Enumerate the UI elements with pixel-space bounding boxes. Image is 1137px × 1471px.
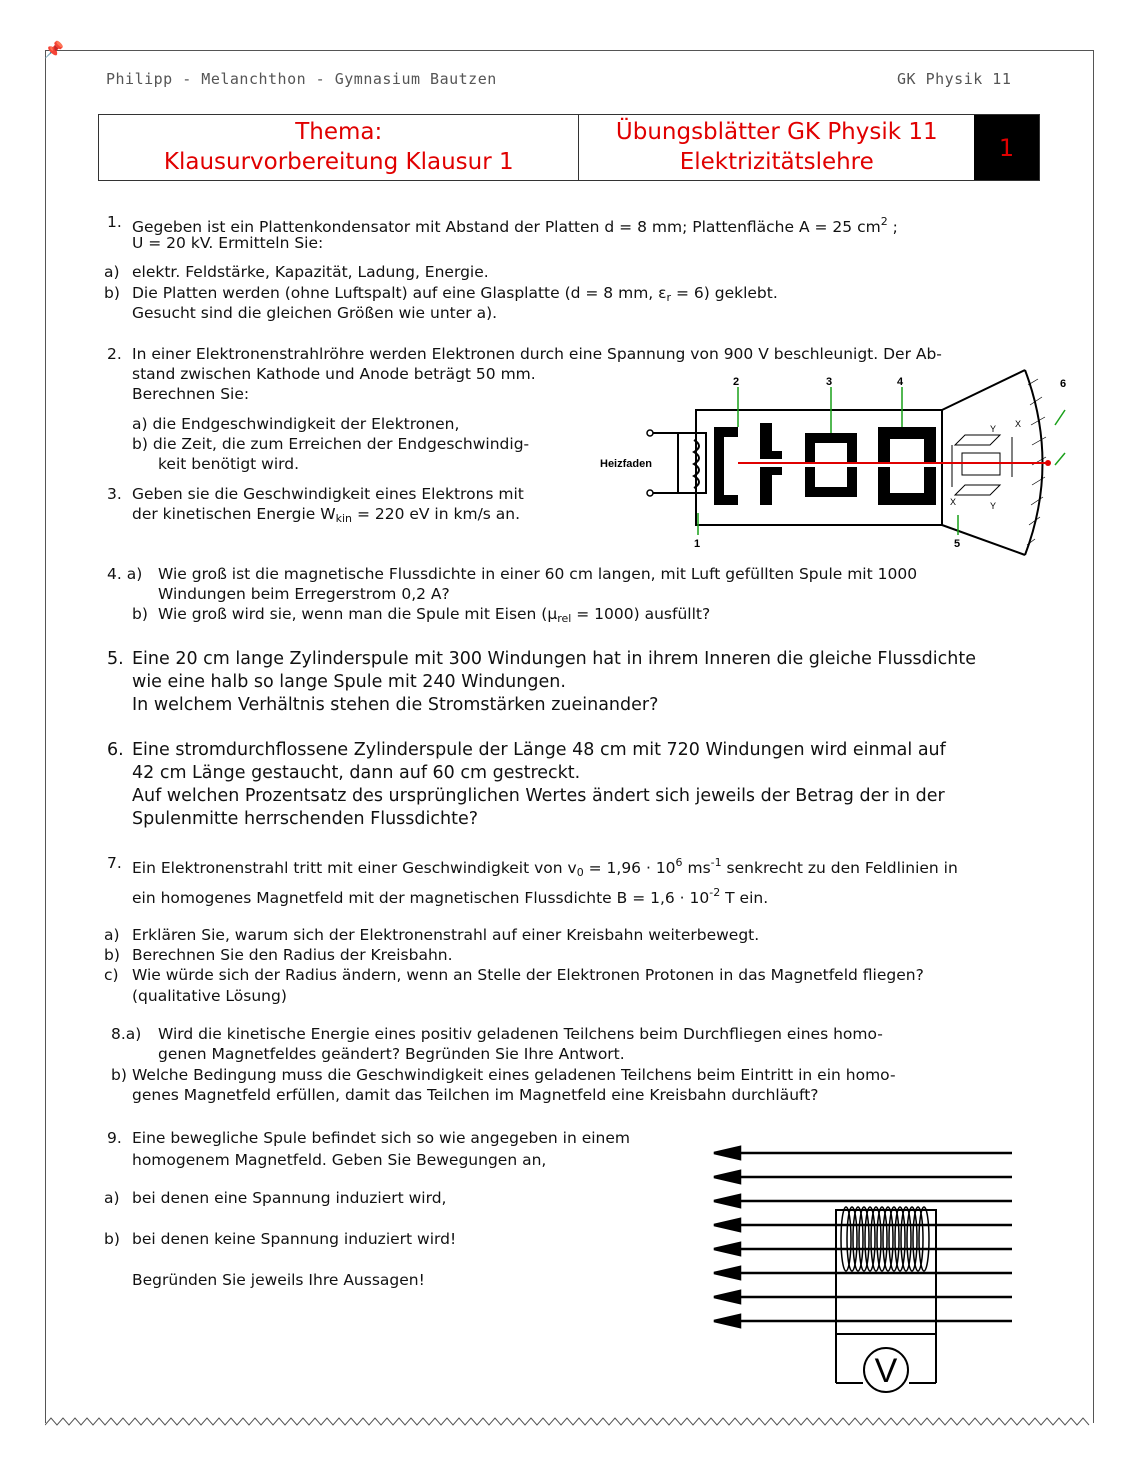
q2-line3: Berechnen Sie: xyxy=(132,385,250,403)
q7-c-line1: Wie würde sich der Radius ändern, wenn an Stelle der Elektronen Protonen in das Magnetfeld fliegen? xyxy=(132,966,924,984)
q4-a-line2: Windungen beim Erregerstrom 0,2 A? xyxy=(158,585,450,603)
beam-spot xyxy=(1045,460,1051,466)
q7-a: Erklären Sie, warum sich der Elektronenstrahl auf einer Kreisbahn weiterbewegt. xyxy=(132,926,760,944)
q7-line1: Ein Elektronenstrahl tritt mit einer Geschwindigkeit von $v_0 = 1,96 \cdot 10^6$ $ms^{-1}$ senkrecht zu den Feldlinien in xyxy=(132,856,958,879)
q1-number: 1. xyxy=(107,213,122,231)
sheet-number: 1 xyxy=(974,115,1039,180)
heater-box xyxy=(678,433,706,493)
sheet-title-cell xyxy=(579,115,974,180)
coil-turn xyxy=(877,1207,887,1271)
plate-label-y2: Y xyxy=(990,501,997,511)
q3-number: 3. xyxy=(107,485,122,503)
coil-turn xyxy=(919,1207,929,1271)
coil-field-diagram xyxy=(710,1135,1020,1395)
coil-turn xyxy=(883,1207,893,1271)
coil-turn xyxy=(859,1207,869,1271)
q8-b-line2: genes Magnetfeld erfüllen, damit das Teilchen im Magnetfeld eine Kreisbahn durchläuft? xyxy=(132,1086,819,1104)
q4-b-label: b) xyxy=(132,605,148,623)
q8-number: 8.a) xyxy=(111,1025,142,1043)
q9-b: bei denen keine Spannung induziert wird! xyxy=(132,1230,457,1248)
q5-line1: Eine 20 cm lange Zylinderspule mit 300 Windungen hat in ihrem Inneren die gleiche Flussdichte xyxy=(132,649,976,669)
q1-b-line1: Die Platten werden (ohne Luftspalt) auf eine Glasplatte (d = 8 mm, $\varepsilon_r = 6$) geklebt. xyxy=(132,284,778,304)
coil-turn xyxy=(865,1207,875,1271)
plate-label-y1: Y xyxy=(990,424,997,434)
q3-line1: Geben sie die Geschwindigkeit eines Elektrons mit xyxy=(132,485,524,503)
sheet-title-line2: Elektrizitätslehre xyxy=(679,149,874,175)
anode-lower xyxy=(760,467,772,505)
cathode xyxy=(714,427,724,505)
q2-a: a) die Endgeschwindigkeit der Elektronen, xyxy=(132,415,460,433)
coil-turn xyxy=(853,1207,863,1271)
q7-c-label: c) xyxy=(104,966,119,984)
q2-b-line2: keit benötigt wird. xyxy=(158,455,300,473)
field-arrow xyxy=(714,1195,740,1207)
q1-line2: U = 20 kV. Ermitteln Sie: xyxy=(132,234,324,252)
q6-line3: Auf welchen Prozentsatz des ursprünglichen Wertes ändert sich jeweils der Betrag der in der xyxy=(132,786,945,806)
q9-line2: homogenem Magnetfeld. Geben Sie Bewegungen an, xyxy=(132,1151,547,1169)
electrode-4-top xyxy=(878,427,936,463)
topic-line2: Klausurvorbereitung Klausur 1 xyxy=(163,149,514,175)
label-4: 4 xyxy=(897,376,904,388)
q8-a-line1: Wird die kinetische Energie eines positiv geladenen Teilchens beim Durchfliegen eines homo- xyxy=(158,1025,883,1043)
q1-a-label: a) xyxy=(104,263,120,281)
q4-b: Wie groß wird sie, wenn man die Spule mit Eisen (µ$_{rel}$ = 1000) ausfüllt? xyxy=(158,605,711,625)
coil-turn xyxy=(907,1207,917,1271)
q7-line2: ein homogenes Magnetfeld mit der magnetischen Flussdichte $B = 1,6 \cdot 10^{-2}$ T ein. xyxy=(132,886,769,907)
q7-b-label: b) xyxy=(104,946,120,964)
label-2: 2 xyxy=(733,376,740,388)
coil-turn xyxy=(847,1207,857,1271)
q9-b-label: b) xyxy=(104,1230,120,1248)
q2-number: 2. xyxy=(107,345,122,363)
course-name: GK Physik 11 xyxy=(897,70,1012,88)
label-3: 3 xyxy=(826,376,833,388)
coil-windings xyxy=(841,1207,929,1271)
q7-number: 7. xyxy=(107,854,122,872)
torn-edge xyxy=(45,1416,1093,1428)
q1-line1: Gegeben ist ein Plattenkondensator mit Abstand der Platten d = 8 mm; Plattenfläche A = 25 $cm^2$ ; xyxy=(132,215,898,236)
q4-a-line1: Wie groß ist die magnetische Flussdichte in einer 60 cm langen, mit Luft gefüllten Spule mit 1000 xyxy=(158,565,918,583)
coil-turn xyxy=(871,1207,881,1271)
q2-b-line1: b) die Zeit, die zum Erreichen der Endgeschwindig- xyxy=(132,435,530,453)
q2-line1: In einer Elektronenstrahlröhre werden Elektronen durch eine Spannung von 900 V beschleunigt. Der Ab- xyxy=(132,345,942,363)
plate-label-x1: X xyxy=(1015,419,1022,429)
plate-label-x2: X xyxy=(950,497,957,507)
coil-turn xyxy=(913,1207,923,1271)
q7-b: Berechnen Sie den Radius der Kreisbahn. xyxy=(132,946,453,964)
q4-number: 4. a) xyxy=(107,565,143,583)
voltmeter-label: V xyxy=(874,1352,898,1390)
electrode-4-bottom xyxy=(878,467,936,505)
q8-a-line2: genen Magnetfeldes geändert? Begründen Sie Ihre Antwort. xyxy=(158,1045,625,1063)
electrode-3-bottom xyxy=(805,467,857,497)
coil-turn xyxy=(901,1207,911,1271)
q5-number: 5. xyxy=(107,649,124,669)
q7-a-label: a) xyxy=(104,926,120,944)
q2-line2: stand zwischen Kathode und Anode beträgt 50 mm. xyxy=(132,365,536,383)
q9-line1: Eine bewegliche Spule befindet sich so wie angegeben in einem xyxy=(132,1129,630,1147)
q6-line4: Spulenmitte herrschenden Flussdichte? xyxy=(132,809,479,829)
q9-number: 9. xyxy=(107,1129,122,1147)
heater-label: Heizfaden xyxy=(600,458,652,470)
q8-b-label: b) xyxy=(111,1066,127,1084)
field-arrow xyxy=(714,1267,740,1279)
label-5: 5 xyxy=(954,538,961,550)
title-box xyxy=(98,114,1040,181)
q1-b-line2: Gesucht sind die gleichen Größen wie unter a). xyxy=(132,304,498,322)
q1-b-label: b) xyxy=(104,284,120,302)
field-arrow xyxy=(714,1147,740,1159)
funnel-top xyxy=(942,370,1025,410)
field-arrow xyxy=(714,1291,740,1303)
school-name: Philipp - Melanchthon - Gymnasium Bautzen xyxy=(106,70,497,88)
q9-a-label: a) xyxy=(104,1189,120,1207)
q6-line2: 42 cm Länge gestaucht, dann auf 60 cm gestreckt. xyxy=(132,763,581,783)
q5-line3: In welchem Verhältnis stehen die Stromstärken zueinander? xyxy=(132,695,659,715)
field-arrow xyxy=(714,1219,740,1231)
q6-number: 6. xyxy=(107,740,124,760)
q5-line2: wie eine halb so lange Spule mit 240 Windungen. xyxy=(132,672,566,692)
sheet-title-line1: Übungsblätter GK Physik 11 xyxy=(615,119,938,145)
q8-b-line1: Welche Bedingung muss die Geschwindigkeit eines geladenen Teilchens beim Eintritt in ein homo- xyxy=(132,1066,896,1084)
deflection-plates xyxy=(952,435,1012,495)
q6-line1: Eine stromdurchflossene Zylinderspule der Länge 48 cm mit 720 Windungen wird einmal auf xyxy=(132,740,946,760)
label-6: 6 xyxy=(1060,378,1067,390)
crt-diagram xyxy=(590,365,1070,560)
q9-footer: Begründen Sie jeweils Ihre Aussagen! xyxy=(132,1271,425,1289)
q9-a: bei denen eine Spannung induziert wird, xyxy=(132,1189,447,1207)
pushpin-icon: 📌 xyxy=(44,40,64,59)
label-1: 1 xyxy=(694,538,701,550)
q7-c-line2: (qualitative Lösung) xyxy=(132,987,287,1005)
field-arrow xyxy=(714,1315,740,1327)
field-arrow xyxy=(714,1171,740,1183)
q3-line2: der kinetischen Energie $W_{kin} = 220$ eV in km/s an. xyxy=(132,505,521,525)
coil-turn xyxy=(889,1207,899,1271)
anode-upper xyxy=(760,423,772,459)
field-arrow xyxy=(714,1243,740,1255)
coil-turn xyxy=(895,1207,905,1271)
q1-a: elektr. Feldstärke, Kapazität, Ladung, Energie. xyxy=(132,263,489,281)
topic-line1: Thema: xyxy=(295,119,383,145)
electrode-3-top xyxy=(805,433,857,463)
coil-turn xyxy=(841,1207,851,1271)
topic-cell xyxy=(99,115,579,180)
